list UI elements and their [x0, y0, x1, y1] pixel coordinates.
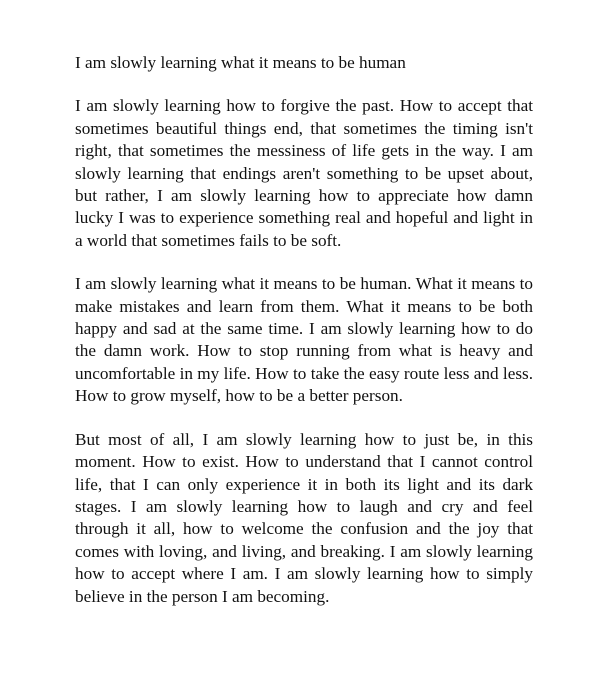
paragraph-1: I am slowly learning how to forgive the past. How to accept that sometimes beautiful things end, that sometimes the timing isn't right, that sometimes the messiness of life gets in the way. I am slowly learning that endings aren't something to be upset about, but rather, I am slowly learning how to appreciate how damn lucky I was to experience something real and hopeful and light in a world that sometimes fails to be soft. [75, 96, 533, 250]
paragraph-3: But most of all, I am slowly learning how to just be, in this moment. How to exist. How to understand that I cannot control life, that I can only experience it in both its light and its dark stages. I am slowly learning how to laugh and cry and feel through it all, how to welcome the confusion and the joy that comes with loving, and living, and breaking. I am slowly learning how to accept where I am. I am slowly learning how to simply believe in the person I am becoming. [75, 429, 533, 606]
document-body [75, 52, 533, 608]
document-title: I am slowly learning what it means to be human [75, 53, 406, 72]
paragraph-2: I am slowly learning what it means to be human. What it means to make mistakes and learn from them. What it means to be both happy and sad at the same time. I am slowly learning how to do the damn work. How to stop running from what is heavy and uncomfortable in my life. How to take the easy route less and less. How to grow myself, how to be a better person. [75, 274, 533, 406]
